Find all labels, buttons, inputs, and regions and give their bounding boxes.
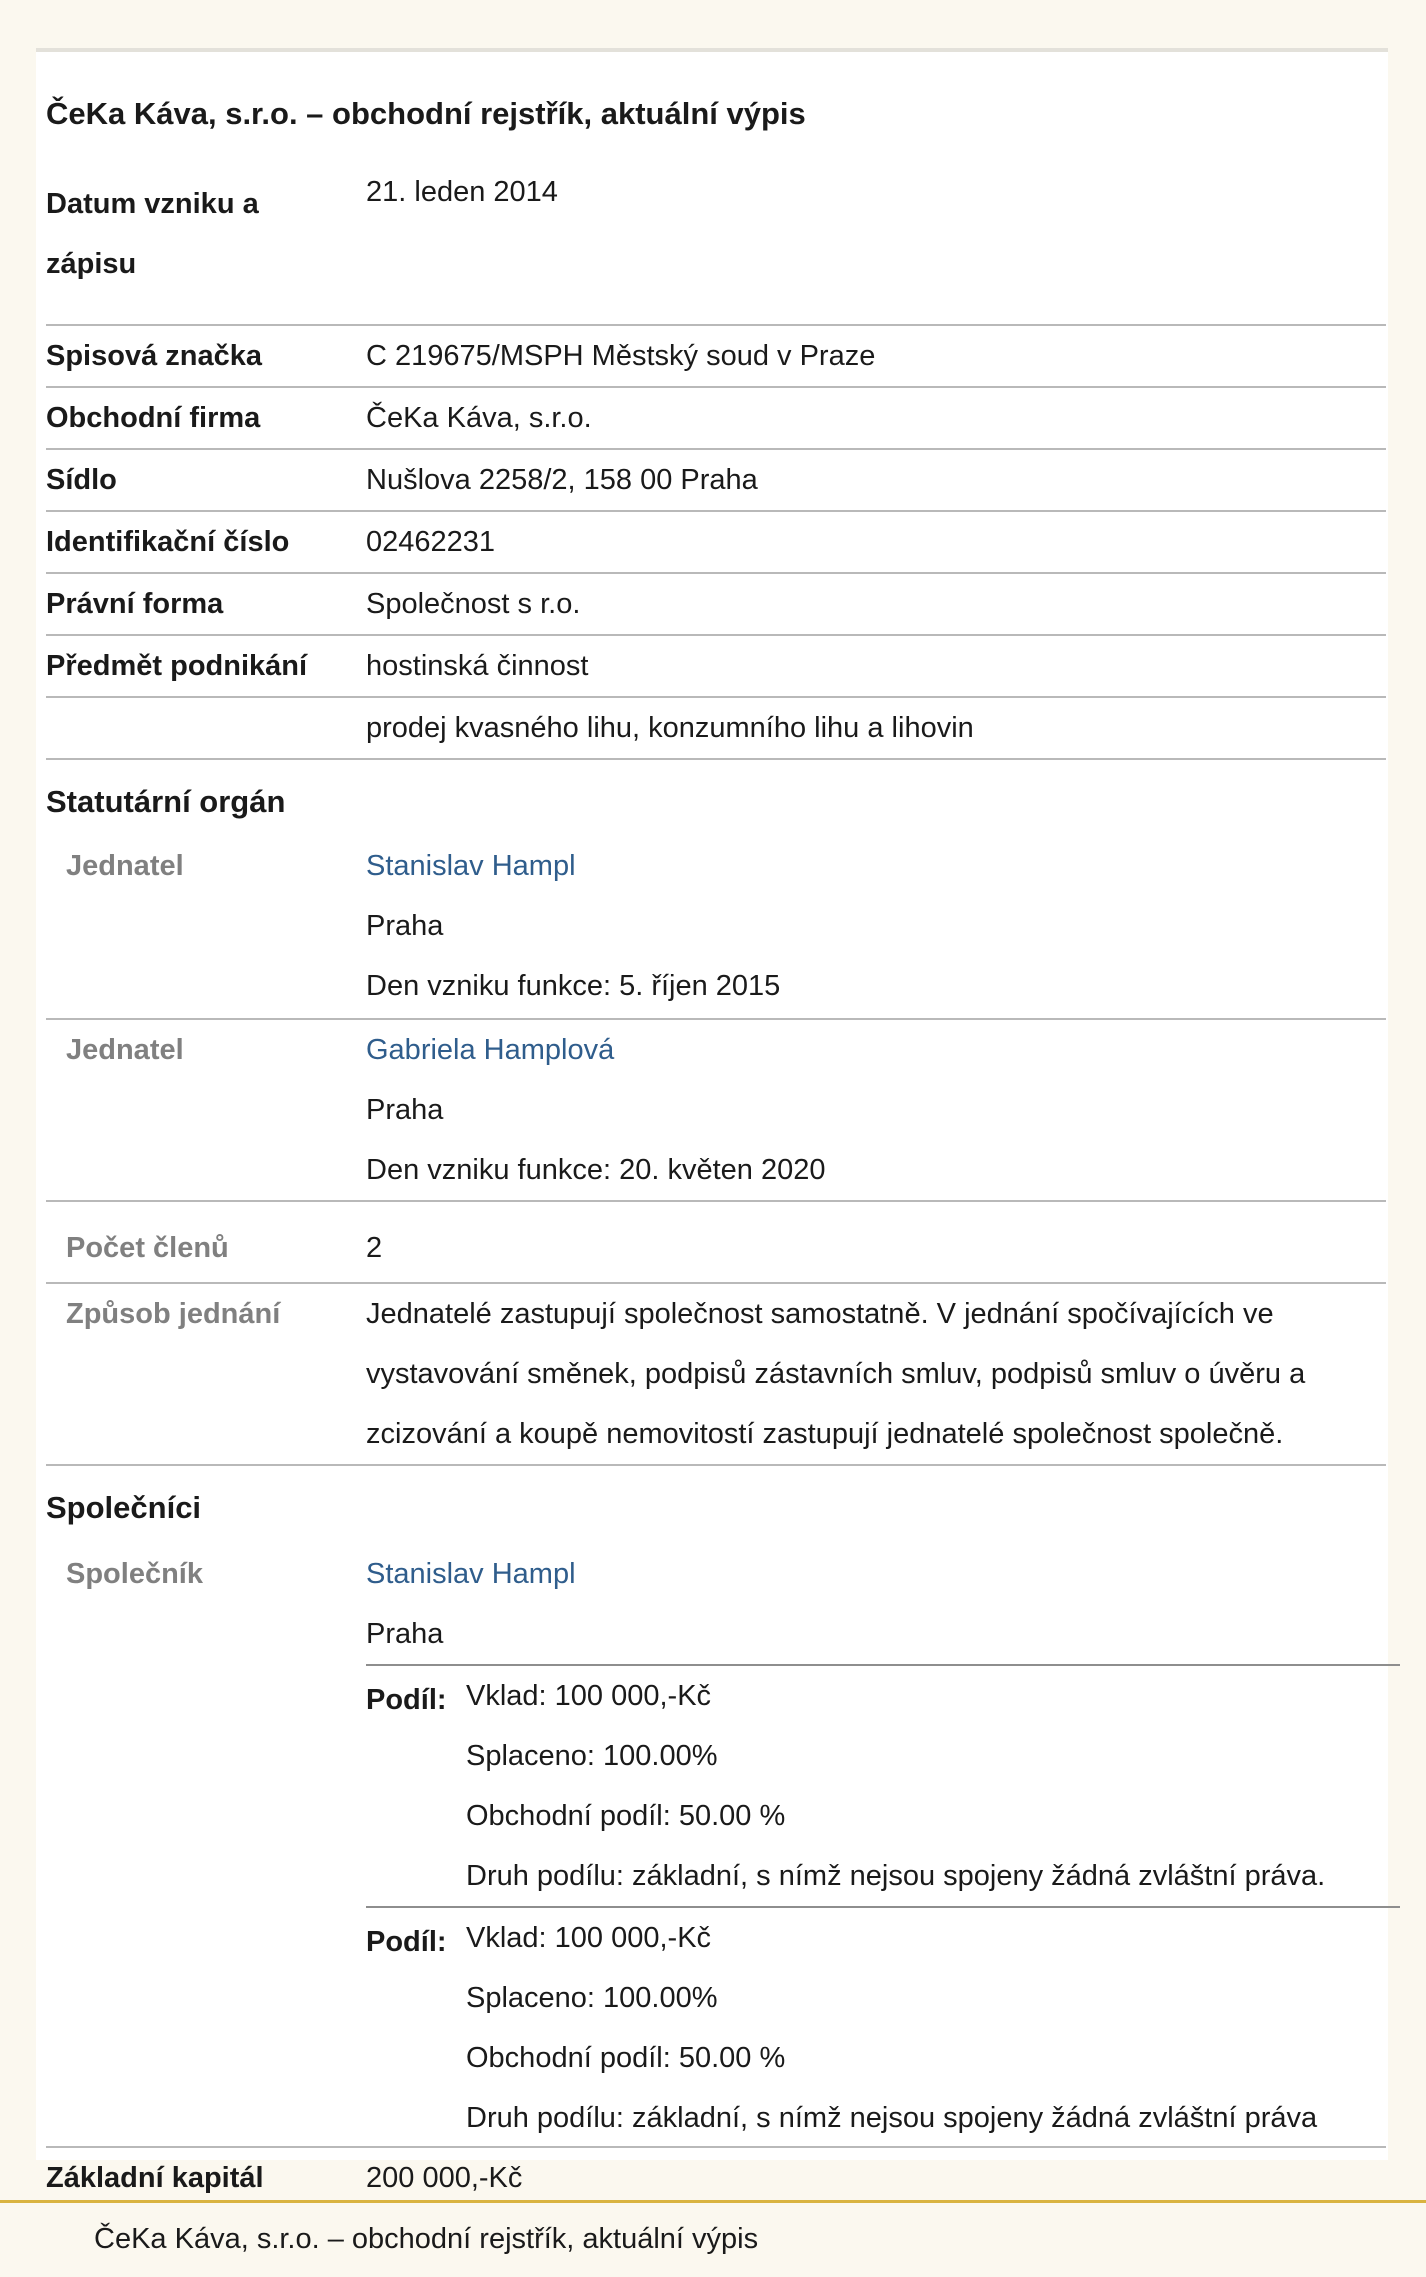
podil-2-druh: Druh podílu: základní, s nímž nejsou spojeny žádná zvláštní práva — [466, 2102, 1318, 2134]
firma-value: ČeKa Káva, s.r.o. — [366, 402, 592, 434]
kapital-value — [366, 2148, 522, 2208]
row-jednatel-2 — [46, 1020, 1386, 1202]
spolecnik-value — [366, 1544, 576, 1664]
row-datum-label: Datum vzniku a zápisu — [46, 188, 259, 280]
jednatel-1-label: Jednatel — [66, 850, 184, 882]
footer-title: ČeKa Káva, s.r.o. – obchodní rejstřík, aktuální výpis — [94, 2223, 759, 2255]
ico-value: 02462231 — [366, 526, 496, 558]
zpusob-jednani-label: Způsob jednání — [66, 1298, 281, 1330]
row-spisova-value — [366, 326, 875, 386]
spolecnik-city: Praha — [366, 1618, 444, 1650]
row-predmet-value-2 — [366, 698, 974, 758]
zpusob-line-2: vystavování směnek, podpisů zástavních smluv, podpisů smluv o úvěru a — [366, 1358, 1306, 1390]
row-firma — [46, 388, 1386, 450]
spisova-value: C 219675/MSPH Městský soud v Praze — [366, 340, 876, 372]
jednatel-1-name-link[interactable]: Stanislav Hampl — [366, 850, 576, 882]
pocet-clenu-number: 2 — [366, 1232, 383, 1264]
row-spisova-label: Spisová značka — [46, 340, 262, 372]
jednatel-2-city: Praha — [366, 1094, 444, 1126]
row-sidlo — [46, 450, 1386, 512]
kapital-label: Základní kapitál — [46, 2162, 264, 2194]
page-footer — [0, 2200, 1426, 2277]
podil-1-label: Podíl: — [366, 1684, 447, 1716]
row-zpusob-jednani — [46, 1284, 1386, 1466]
podil-2 — [366, 1906, 1400, 2148]
section-spolecnici-heading: Společníci — [46, 1490, 202, 1525]
forma-value: Společnost s r.o. — [366, 588, 581, 620]
podil-1-values — [466, 1666, 1325, 1906]
podil-2-label: Podíl: — [366, 1926, 447, 1958]
row-pocet-clenu — [46, 1202, 1386, 1284]
jednatel-2-name-link[interactable]: Gabriela Hamplová — [366, 1034, 615, 1066]
spolecnik-name-link[interactable]: Stanislav Hampl — [366, 1558, 576, 1590]
podil-1-druh: Druh podílu: základní, s nímž nejsou spojeny žádná zvláštní práva. — [466, 1860, 1326, 1892]
jednatel-2-since: Den vzniku funkce: 20. květen 2020 — [366, 1154, 826, 1186]
row-predmet-label: Předmět podnikání — [46, 650, 308, 682]
jednatel-2-value — [366, 1020, 825, 1200]
row-firma-value — [366, 388, 592, 448]
spolecnik-label: Společník — [66, 1558, 203, 1590]
podil-2-obchodni: Obchodní podíl: 50.00 % — [466, 2042, 786, 2074]
row-sidlo-label: Sídlo — [46, 464, 117, 496]
predmet-value-1: hostinská činnost — [366, 650, 589, 682]
pocet-clenu-value — [366, 1218, 382, 1278]
row-datum — [46, 162, 1386, 326]
section-statutarni-heading: Statutární orgán — [46, 784, 286, 819]
kapital-amount: 200 000,-Kč — [366, 2162, 523, 2194]
predmet-value-2: prodej kvasného lihu, konzumního lihu a lihovin — [366, 712, 974, 744]
jednatel-2-label: Jednatel — [66, 1034, 184, 1066]
podil-2-splaceno: Splaceno: 100.00% — [466, 1982, 718, 2014]
podil-1-splaceno: Splaceno: 100.00% — [466, 1740, 718, 1772]
row-ico-value — [366, 512, 495, 572]
jednatel-1-since: Den vzniku funkce: 5. říjen 2015 — [366, 970, 781, 1002]
row-forma-label: Právní forma — [46, 588, 224, 620]
row-spisova — [46, 326, 1386, 388]
row-jednatel-1 — [46, 836, 1386, 1020]
podil-1 — [366, 1664, 1400, 1906]
register-card — [36, 48, 1388, 2194]
podil-1-obchodni: Obchodní podíl: 50.00 % — [466, 1800, 786, 1832]
row-datum-value — [366, 162, 558, 222]
jednatel-1-value — [366, 836, 780, 1016]
row-predmet — [46, 636, 1386, 698]
sidlo-value: Nušlova 2258/2, 158 00 Praha — [366, 464, 758, 496]
row-sidlo-value — [366, 450, 758, 510]
datum-value: 21. leden 2014 — [366, 176, 558, 208]
row-ico-label: Identifikační číslo — [46, 526, 290, 558]
row-forma-value — [366, 574, 580, 634]
row-predmet-2 — [46, 698, 1386, 760]
zpusob-line-1: Jednatelé zastupují společnost samostatně. V jednání spočívajících ve — [366, 1298, 1274, 1330]
jednatel-1-city: Praha — [366, 910, 444, 942]
row-firma-label: Obchodní firma — [46, 402, 261, 434]
row-ico — [46, 512, 1386, 574]
podil-2-values — [466, 1908, 1317, 2148]
zpusob-line-3: zcizování a koupě nemovitostí zastupují jednatelé společnost společně. — [366, 1418, 1284, 1450]
zpusob-jednani-value — [366, 1284, 1305, 1464]
page-title: ČeKa Káva, s.r.o. – obchodní rejstřík, aktuální výpis — [46, 96, 806, 131]
podil-1-vklad: Vklad: 100 000,-Kč — [466, 1680, 712, 1712]
podil-2-vklad: Vklad: 100 000,-Kč — [466, 1922, 712, 1954]
row-forma — [46, 574, 1386, 636]
pocet-clenu-label: Počet členů — [66, 1232, 229, 1264]
row-predmet-value — [366, 636, 588, 696]
